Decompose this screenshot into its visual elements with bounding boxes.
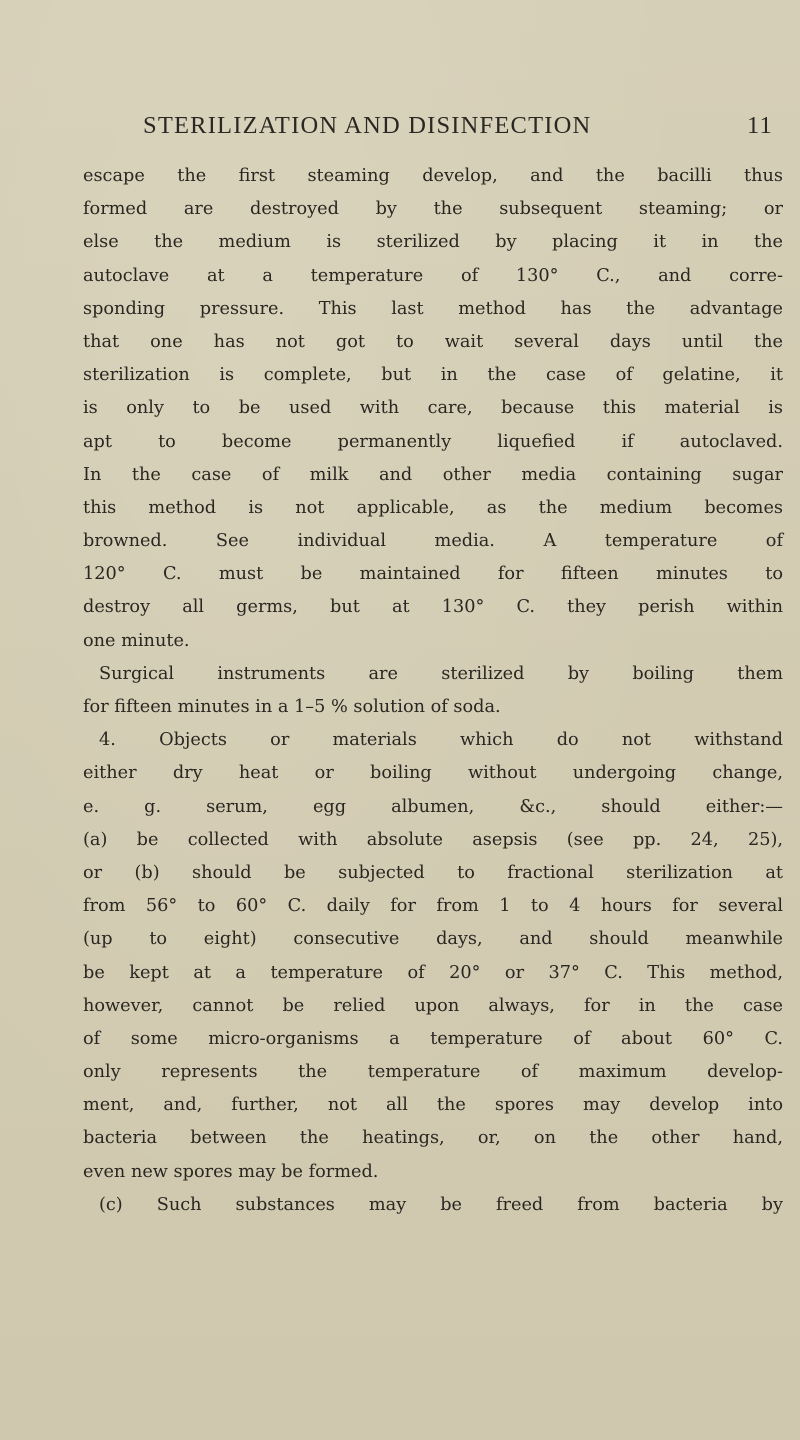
text-line: even new spores may be formed.: [83, 1161, 379, 1182]
text-line: sterilization is complete, but in the case of gelatine, it: [83, 365, 783, 386]
text-line: autoclave at a temperature of 130° C., and corre-: [83, 265, 783, 286]
body-text: [83, 160, 783, 1222]
text-line: that one has not got to wait several days until the: [83, 331, 783, 352]
running-title: STERILIZATION AND DISINFECTION: [143, 112, 592, 139]
text-line: only represents the temperature of maximum develop-: [83, 1062, 783, 1083]
text-line: (a) be collected with absolute asepsis (see pp. 24, 25),: [83, 829, 783, 850]
text-line: either dry heat or boiling without undergoing change,: [83, 763, 783, 784]
text-line: bacteria between the heatings, or, on the other hand,: [83, 1128, 783, 1149]
text-line: one minute.: [83, 630, 190, 651]
text-line: apt to become permanently liquefied if autoclaved.: [83, 431, 783, 452]
text-line: be kept at a temperature of 20° or 37° C. This method,: [83, 962, 783, 983]
page-number: 11: [747, 112, 773, 139]
text-line: from 56° to 60° C. daily for from 1 to 4 hours for several: [83, 896, 783, 917]
text-line: (c) Such substances may be freed from bacteria by: [99, 1194, 783, 1215]
text-line: else the medium is sterilized by placing it in the: [83, 232, 783, 253]
text-line: of some micro-organisms a temperature of about 60° C.: [83, 1028, 783, 1049]
text-line: escape the first steaming develop, and the bacilli thus: [83, 166, 783, 186]
text-line: however, cannot be relied upon always, for in the case: [83, 995, 783, 1016]
text-line: Surgical instruments are sterilized by boiling them: [99, 663, 783, 684]
text-line: is only to be used with care, because this material is: [83, 398, 783, 419]
text-line: or (b) should be subjected to fractional sterilization at: [83, 862, 783, 883]
text-line: formed are destroyed by the subsequent steaming; or: [83, 199, 783, 220]
text-line: 4. Objects or materials which do not withstand: [99, 730, 783, 751]
text-line: e. g. serum, egg albumen, &c., should either:—: [83, 796, 783, 817]
text-line: 120° C. must be maintained for fifteen minutes to: [83, 564, 783, 585]
text-line: for fifteen minutes in a 1–5 % solution of soda.: [83, 697, 501, 717]
text-line: In the case of milk and other media containing sugar: [83, 464, 783, 485]
text-line: sponding pressure. This last method has the advantage: [83, 298, 783, 319]
text-line: ment, and, further, not all the spores may develop into: [83, 1095, 783, 1116]
text-line: this method is not applicable, as the medium becomes: [83, 497, 783, 518]
text-line: destroy all germs, but at 130° C. they perish within: [83, 597, 783, 618]
running-header: [143, 112, 773, 140]
text-line: (up to eight) consecutive days, and should meanwhile: [83, 929, 783, 950]
text-line: browned. See individual media. A temperature of: [83, 531, 783, 552]
